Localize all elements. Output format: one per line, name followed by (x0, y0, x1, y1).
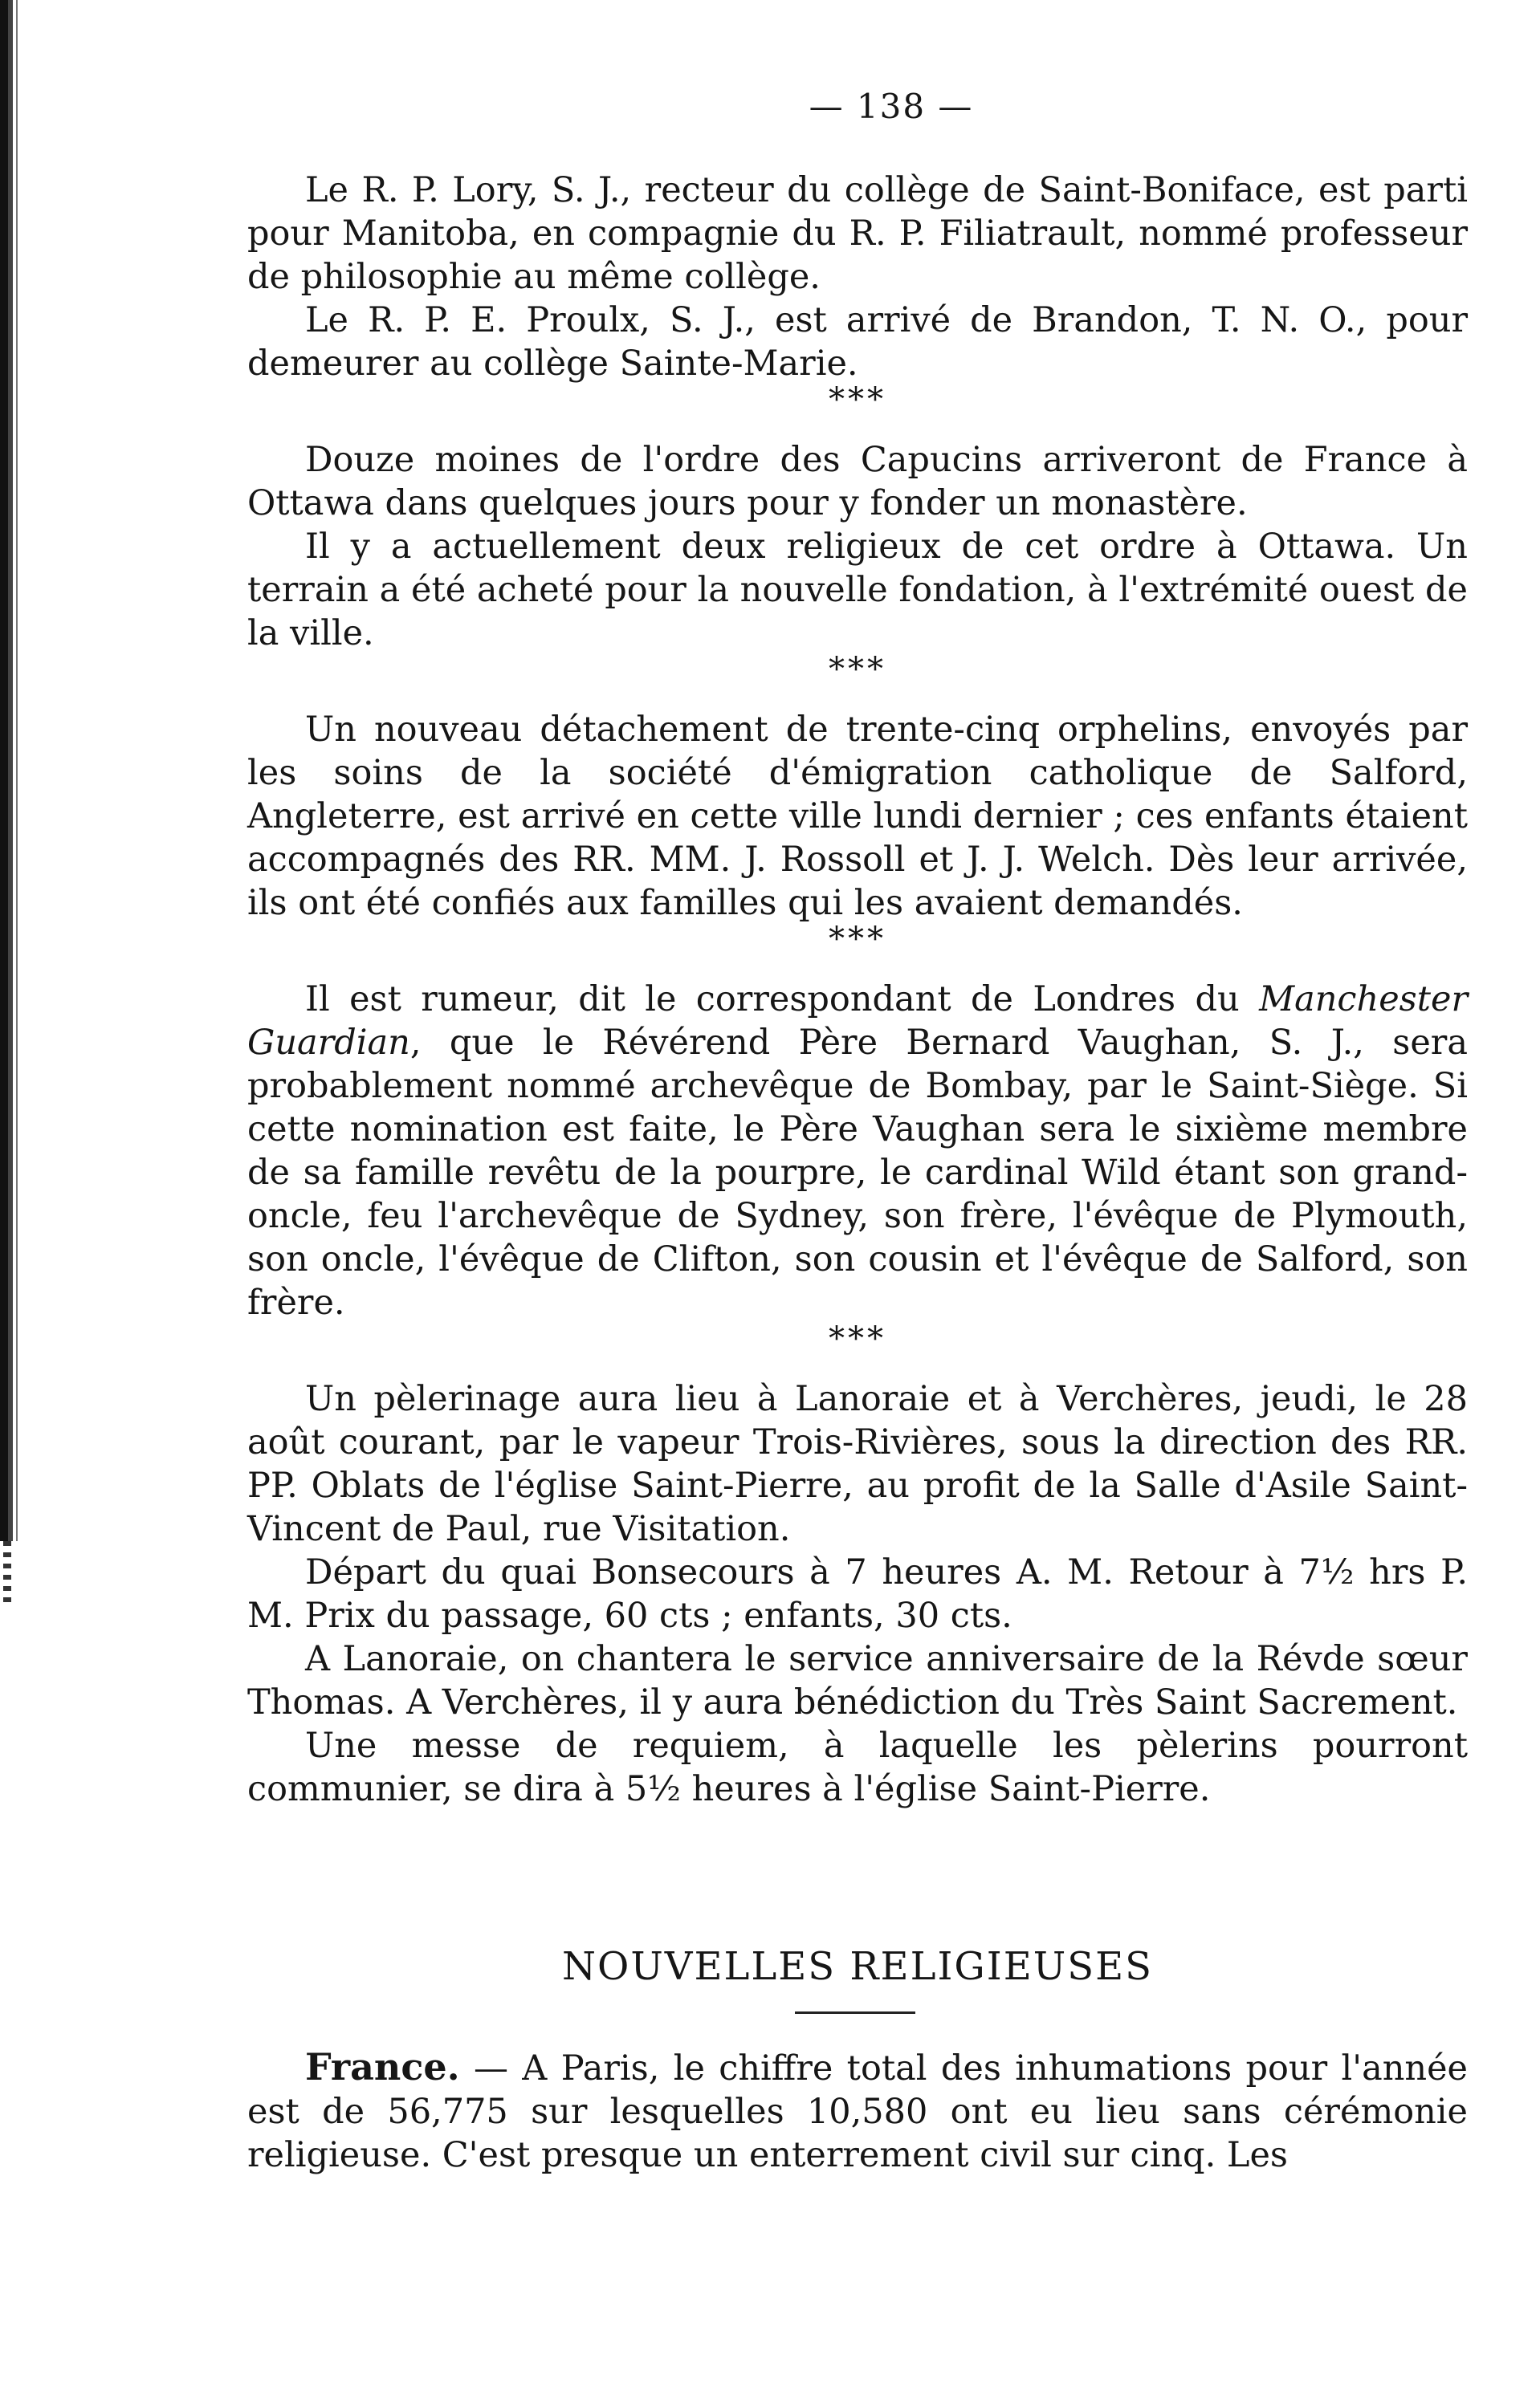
paragraph-proulx: Le R. P. E. Proulx, S. J., est arrivé de Brandon, T. N. O., pour demeurer au collège Sainte-Marie. (247, 300, 1468, 384)
asterism-divider: *** (829, 921, 886, 958)
news-body (247, 169, 1468, 1811)
newspaper-title: Manchester Guardian (247, 979, 1468, 1063)
paragraph-terrain: Il y a actuellement deux religieux de cet ordre à Ottawa. Un terrain a été acheté pour la nouvelle fondation, à l'extrémité ouest de la ville. (247, 527, 1468, 653)
paragraph-messe: Une messe de requiem, à laquelle les pèlerins pourront communier, se dira à 5½ heures à l'église Saint-Pierre. (247, 1726, 1468, 1809)
paragraph-vaughan: Il est rumeur, dit le correspondant de Londres du Manchester Guardian, que le Révérend Père Bernard Vaughan, S. J., sera probablement nommé archevêque de Bombay, par le Saint-Siège. Si cette nomination est faite, le Père Vaughan sera le sixième membre de sa famille revêtu de la pourpre, le cardinal Wild étant son grand-oncle, feu l'archevêque de Sydney, son frère, l'évêque de Plymouth, son oncle, l'évêque de Clifton, son cousin et l'évêque de Salford, son frère. (247, 979, 1468, 1323)
paragraph-lanoraie: A Lanoraie, on chantera le service anniversaire de la Révde sœur Thomas. A Verchères, il y aura bénédiction du Très Saint Sacrement. (247, 1639, 1468, 1723)
asterism-divider: *** (829, 381, 886, 418)
paragraph-orphelins: Un nouveau détachement de trente-cinq orphelins, envoyés par les soins de la société d'émigration catholique de Salford, Angleterre, est arrivé en cette ville lundi dernier ; ces enfants étaient accompagnés des RR. MM. J. Rossoll et J. J. Welch. Dès leur arrivée, ils ont été confiés aux familles qui les avaient demandés. (247, 710, 1468, 923)
paragraph-pelerinage: Un pèlerinage aura lieu à Lanoraie et à Verchères, jeudi, le 28 août courant, par le vapeur Trois-Rivières, sous la direction des RR. PP. Oblats de l'église Saint-Pierre, au profit de la Salle d'Asile Saint-Vincent de Paul, rue Visitation. (247, 1379, 1468, 1549)
lead-word: France. (305, 2045, 460, 2089)
binding-edge (0, 0, 27, 1541)
asterism-divider: *** (829, 651, 886, 688)
section-body (247, 2045, 1468, 2177)
paragraph-france: France. — A Paris, le chiffre total des inhumations pour l'année est de 56,775 sur lesquelles 10,580 ont eu lieu sans cérémonie religieuse. C'est presque un enterrement civil sur cinq. Les (247, 2045, 1468, 2175)
paragraph-capucins: Douze moines de l'ordre des Capucins arriveront de France à Ottawa dans quelques jours pour y fonder un monastère. (247, 440, 1468, 523)
page-number: — 138 — (809, 87, 974, 126)
section-title: NOUVELLES RELIGIEUSES (561, 1944, 1154, 1989)
paragraph-lory: Le R. P. Lory, S. J., recteur du collège de Saint-Boniface, est parti pour Manitoba, en compagnie du R. P. Filiatrault, nommé professeur de philosophie au même collège. (247, 170, 1468, 297)
paragraph-depart: Départ du quai Bonsecours à 7 heures A. M. Retour à 7½ hrs P. M. Prix du passage, 60 cts ; enfants, 30 cts. (247, 1552, 1468, 1636)
section-rule (795, 2011, 915, 2014)
binding-edge-marks (3, 1541, 11, 1605)
asterism-divider: *** (829, 1320, 886, 1357)
